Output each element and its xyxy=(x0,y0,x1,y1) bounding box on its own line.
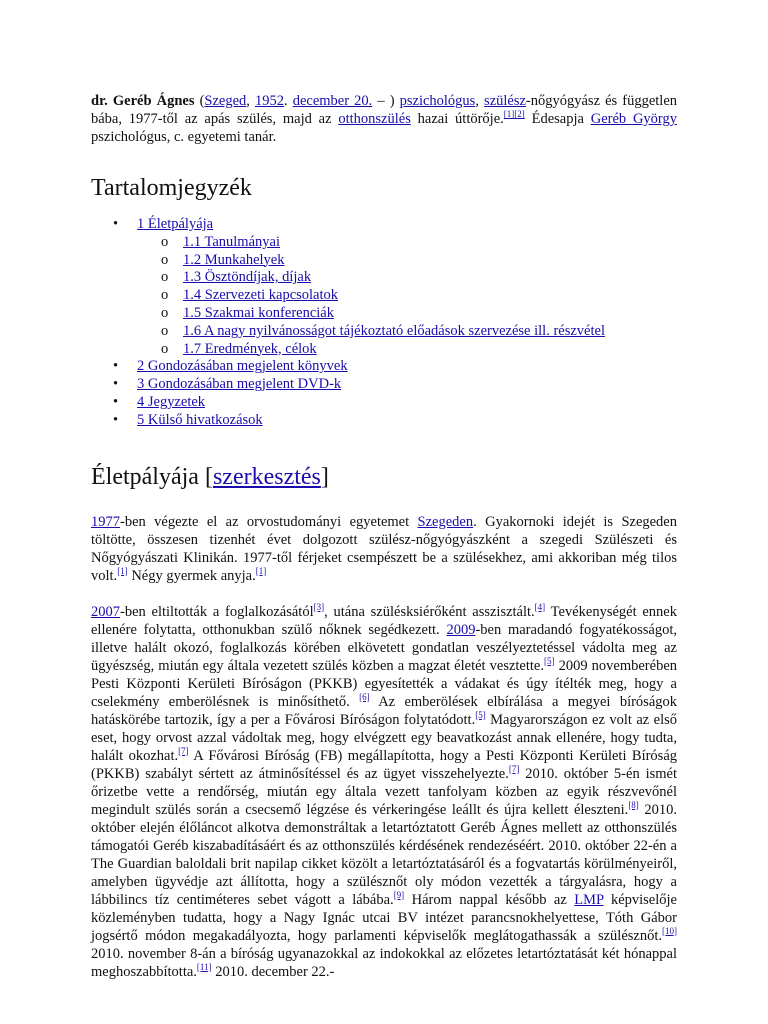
article-content xyxy=(91,88,677,981)
circle-bullet-icon: o xyxy=(161,304,169,321)
ref-5[interactable]: [5] xyxy=(544,655,555,666)
toc-subitem xyxy=(161,234,677,252)
link-pszichologus[interactable]: pszichológus xyxy=(399,93,476,109)
person-name: dr. Geréb Ágnes xyxy=(91,93,195,109)
link-szegeden[interactable]: Szegeden xyxy=(417,513,474,530)
toc-item xyxy=(113,394,677,412)
ref-3[interactable]: [3] xyxy=(313,601,325,612)
toc-item xyxy=(113,216,677,358)
toc-sublist xyxy=(137,234,677,359)
toc-subitem xyxy=(161,323,677,341)
circle-bullet-icon: o xyxy=(161,251,169,268)
toc-link-konyvek[interactable]: 2 Gondozásában megjelent könyvek xyxy=(137,358,348,375)
link-1977[interactable]: 1977 xyxy=(91,513,120,530)
bullet-icon: • xyxy=(113,358,119,375)
ref-1[interactable]: [1] xyxy=(255,565,267,576)
toc-link-munkahelyek[interactable]: 1.2 Munkahelyek xyxy=(183,251,285,268)
toc-link-osztondijak[interactable]: 1.3 Ösztöndíjak, díjak xyxy=(183,269,312,286)
toc-link-dvd[interactable]: 3 Gondozásában megjelent DVD-k xyxy=(137,376,342,393)
link-december-20[interactable]: december 20. xyxy=(292,93,373,109)
edit-section-link[interactable]: szerkesztés xyxy=(212,463,321,490)
circle-bullet-icon: o xyxy=(161,322,169,339)
toc-subitem xyxy=(161,287,677,305)
link-gereb-gyorgy[interactable]: Geréb György xyxy=(590,111,678,127)
ref-7[interactable]: [7] xyxy=(178,745,189,756)
toc-title: Tartalomjegyzék xyxy=(91,175,252,201)
circle-bullet-icon: o xyxy=(161,269,169,286)
link-otthonszules[interactable]: otthonszülés xyxy=(338,111,411,127)
circle-bullet-icon: o xyxy=(161,287,169,304)
toc-link-eletpalyaja[interactable]: 1 Életpályája xyxy=(137,216,214,232)
ref-9[interactable]: [9] xyxy=(393,889,405,900)
toc-item xyxy=(113,376,677,394)
link-szulesz[interactable]: szülész xyxy=(484,93,526,109)
toc-subitem xyxy=(161,269,677,287)
link-szeged[interactable]: Szeged xyxy=(204,93,247,109)
bullet-icon: • xyxy=(113,376,119,393)
ref-1[interactable]: [1] xyxy=(503,109,515,119)
ref-8[interactable]: [8] xyxy=(628,799,639,810)
ref-1[interactable]: [1] xyxy=(117,565,128,576)
toc-link-szervezeti[interactable]: 1.4 Szervezeti kapcsolatok xyxy=(183,287,339,304)
circle-bullet-icon: o xyxy=(161,233,169,250)
circle-bullet-icon: o xyxy=(161,340,169,357)
toc-link-konferenciak[interactable]: 1.5 Szakmai konferenciák xyxy=(183,304,334,321)
link-2009[interactable]: 2009 xyxy=(446,621,476,638)
link-2007[interactable]: 2007 xyxy=(91,603,120,620)
ref-2[interactable]: [2] xyxy=(514,109,525,119)
ref-11[interactable]: [11] xyxy=(196,961,212,972)
toc-link-eredmenyek[interactable]: 1.7 Eredmények, célok xyxy=(183,340,317,357)
bullet-icon: • xyxy=(113,393,119,410)
toc-item xyxy=(113,358,677,376)
ref-6[interactable]: [6] xyxy=(359,691,370,702)
toc-link-eloadasok[interactable]: 1.6 A nagy nyilvánosságot tájékoztató előadások szervezése ill. részvétel xyxy=(183,322,605,339)
table-of-contents xyxy=(91,216,677,430)
ref-7[interactable]: [7] xyxy=(508,763,520,774)
section-heading: Életpályája [szerkesztés] xyxy=(91,463,329,490)
toc-subitem xyxy=(161,252,677,270)
toc-subitem xyxy=(161,305,677,323)
link-lmp[interactable]: LMP xyxy=(574,891,604,908)
paragraph-2: 2007-ben eltiltották a foglalkozásától[3], utána szülésksiérőként asszisztált.[4] Tevékenységét ennek ellenére folytatta, otthonukban szülő nőknek segédkezett. 2009-ben maradandó fogyatékosságot, illetve halált okozó, foglalkozás körében elkövetett gondatlan veszélyeztetéssel vádolta meg az ügyészség, miután egy általa vezetett szülés közben a magzat életét vesztette.[5] 2009 novemberében Pesti Központi Kerületi Bíróságon (PKKB) egyesítették a vádakat és úgy ítélték meg, hogy a cselekmény emberölésnek is minősíthető. [6] Az emberölések elbírálása a megyei bíróságok hatáskörébe tartozik, így a per a Fővárosi Bíróságon folytatódott.[5] Magyarországon ez volt az első eset, hogy orvost azzal vádoltak meg, hogy elvégzett egy beavatkozást annak ellenére, hogy tudta, halált okozhat.[7] A Fővárosi Bíróság (FB) megállapította, hogy a Pesti Központi Kerületi Bíróság (PKKB) szabályt sértett az átminősítéssel és az ügyet visszehelyezte.[7] 2010. október 5-én ismét őrizetbe vette a rendőrség, miután egy általa vezett tanfolyam közben az egyik részvevőnél megindult szülés során a csecsemő légzése és vérkeringése leállt és újra kellett éleszteni.[8] 2010. október elején élőláncot alkotva demonstráltak a letartóztatott Geréb Ágnes mellett az otthonszülés támogatói Geréb kiszabadításáért és az otthonszülés kérdésének rendezéséért. 2010. október 22-én a The Guardian baloldali brit napilap cikket közölt a letartóztatásáról és a fogvatartás körülményeiről, amelyben ügyvédje azt állította, hogy a szülésznőt oly módon vezették a tárgyalásra, hogy a lábbilincs tíz centiméteres sebet vágott a lábába.[9] Három nappal később az LMP képviselője közleményben tudatta, hogy a Nagy Ignác utcai BV intézet parancsnokhelyettese, Tóth Gábor jogsértő módon megakadályozta, hogy parlamenti képviselők meglátogathassák a szülésznőt.[10] 2010. november 8-án a bíróság ugyanazokkal az indokokkal az előzetes letartóztatását két hónappal meghoszabbította.[11] 2010. december 22.- xyxy=(91,601,678,980)
ref-5[interactable]: [5] xyxy=(475,709,486,720)
toc-item xyxy=(113,412,677,430)
toc-link-tanulmanyai[interactable]: 1.1 Tanulmányai xyxy=(183,233,280,250)
link-1952[interactable]: 1952 xyxy=(255,93,284,109)
ref-4[interactable]: [4] xyxy=(534,601,546,612)
intro-paragraph: dr. Geréb Ágnes (Szeged, 1952. december 20. – ) pszichológus, szülész-nőgyógyász és független bába, 1977-től az apás szülés, majd az otthonszülés hazai úttörője.[1][2] Édesapja Geréb György pszichológus, c. egyetemi tanár. xyxy=(91,93,678,145)
toc-subitem xyxy=(161,341,677,359)
ref-10[interactable]: [10] xyxy=(662,925,677,936)
bullet-icon: • xyxy=(113,411,119,428)
paragraph-1: 1977-ben végezte el az orvostudományi egyetemet Szegeden. Gyakornoki idejét is Szegeden töltötte, összesen tizenhét évet dolgozott szülész-nőgyógyászként a szegedi Szülészeti és Nőgyógyászati Klinikán. 1977-től férjeket csempészett be a szülésekhez, ami akkoriban még tilos volt.[1] Négy gyermek anyja.[1] xyxy=(91,513,677,584)
toc-link-jegyzetek[interactable]: 4 Jegyzetek xyxy=(137,393,206,410)
bullet-icon: • xyxy=(113,216,119,232)
toc-link-kulso[interactable]: 5 Külső hivatkozások xyxy=(137,411,263,428)
